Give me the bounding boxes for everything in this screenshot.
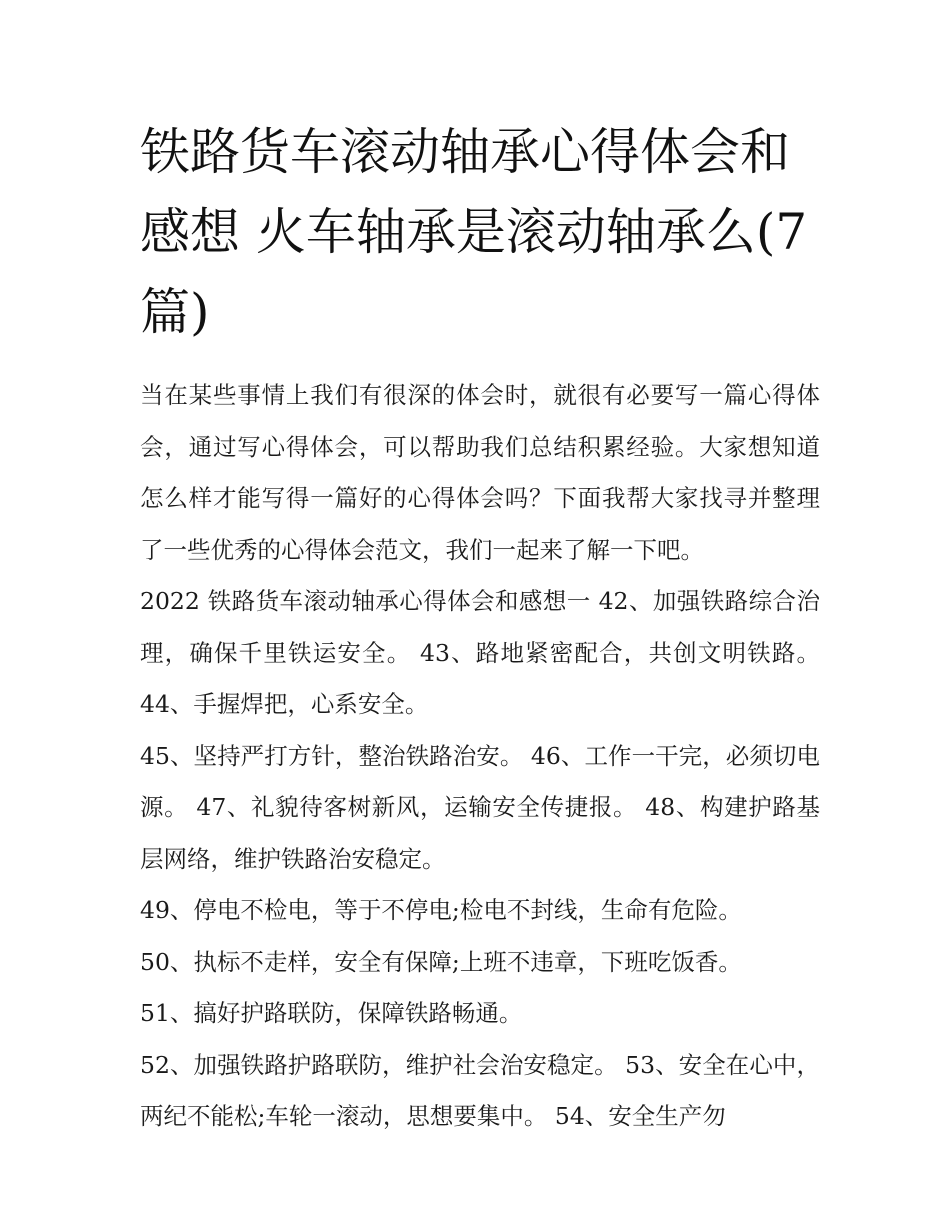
- document-body: [140, 370, 820, 1143]
- paragraph-item-42-44: 2022 铁路货车滚动轴承心得体会和感想一 42、加强铁路综合治理，确保千里铁运安全。 43、路地紧密配合，共创文明铁路。 44、手握焊把，心系安全。: [140, 587, 820, 718]
- paragraph-item-51: 51、搞好护路联防，保障铁路畅通。: [140, 999, 523, 1027]
- paragraph-item-50: 50、执标不走样，安全有保障;上班不违章，下班吃饭香。: [140, 947, 742, 976]
- paragraph-intro: 当在某些事情上我们有很深的体会时，就很有必要写一篇心得体会，通过写心得体会，可以帮助我们总结积累经验。大家想知道怎么样才能写得一篇好的心得体会吗？下面我帮大家找寻并整理了一些优秀的心得体会范文，我们一起来了解一下吧。: [140, 381, 820, 564]
- document-page: [140, 112, 820, 1143]
- document-title: 铁路货车滚动轴承心得体会和感想 火车轴承是滚动轴承么(7篇): [140, 123, 808, 341]
- paragraph-item-49: 49、停电不检电，等于不停电;检电不封线，生命有危险。: [140, 896, 742, 924]
- paragraph-item-45-48: 45、坚持严打方针，整治铁路治安。 46、工作一干完，必须切电源。 47、礼貌待客树新风，运输安全传捷报。 48、构建护路基层网络，维护铁路治安稳定。: [140, 741, 820, 873]
- paragraph-item-52-54: 52、加强铁路护路联防，维护社会治安稳定。 53、安全在心中，两纪不能松;车轮一滚动，思想要集中。 54、安全生产勿: [140, 1050, 820, 1130]
